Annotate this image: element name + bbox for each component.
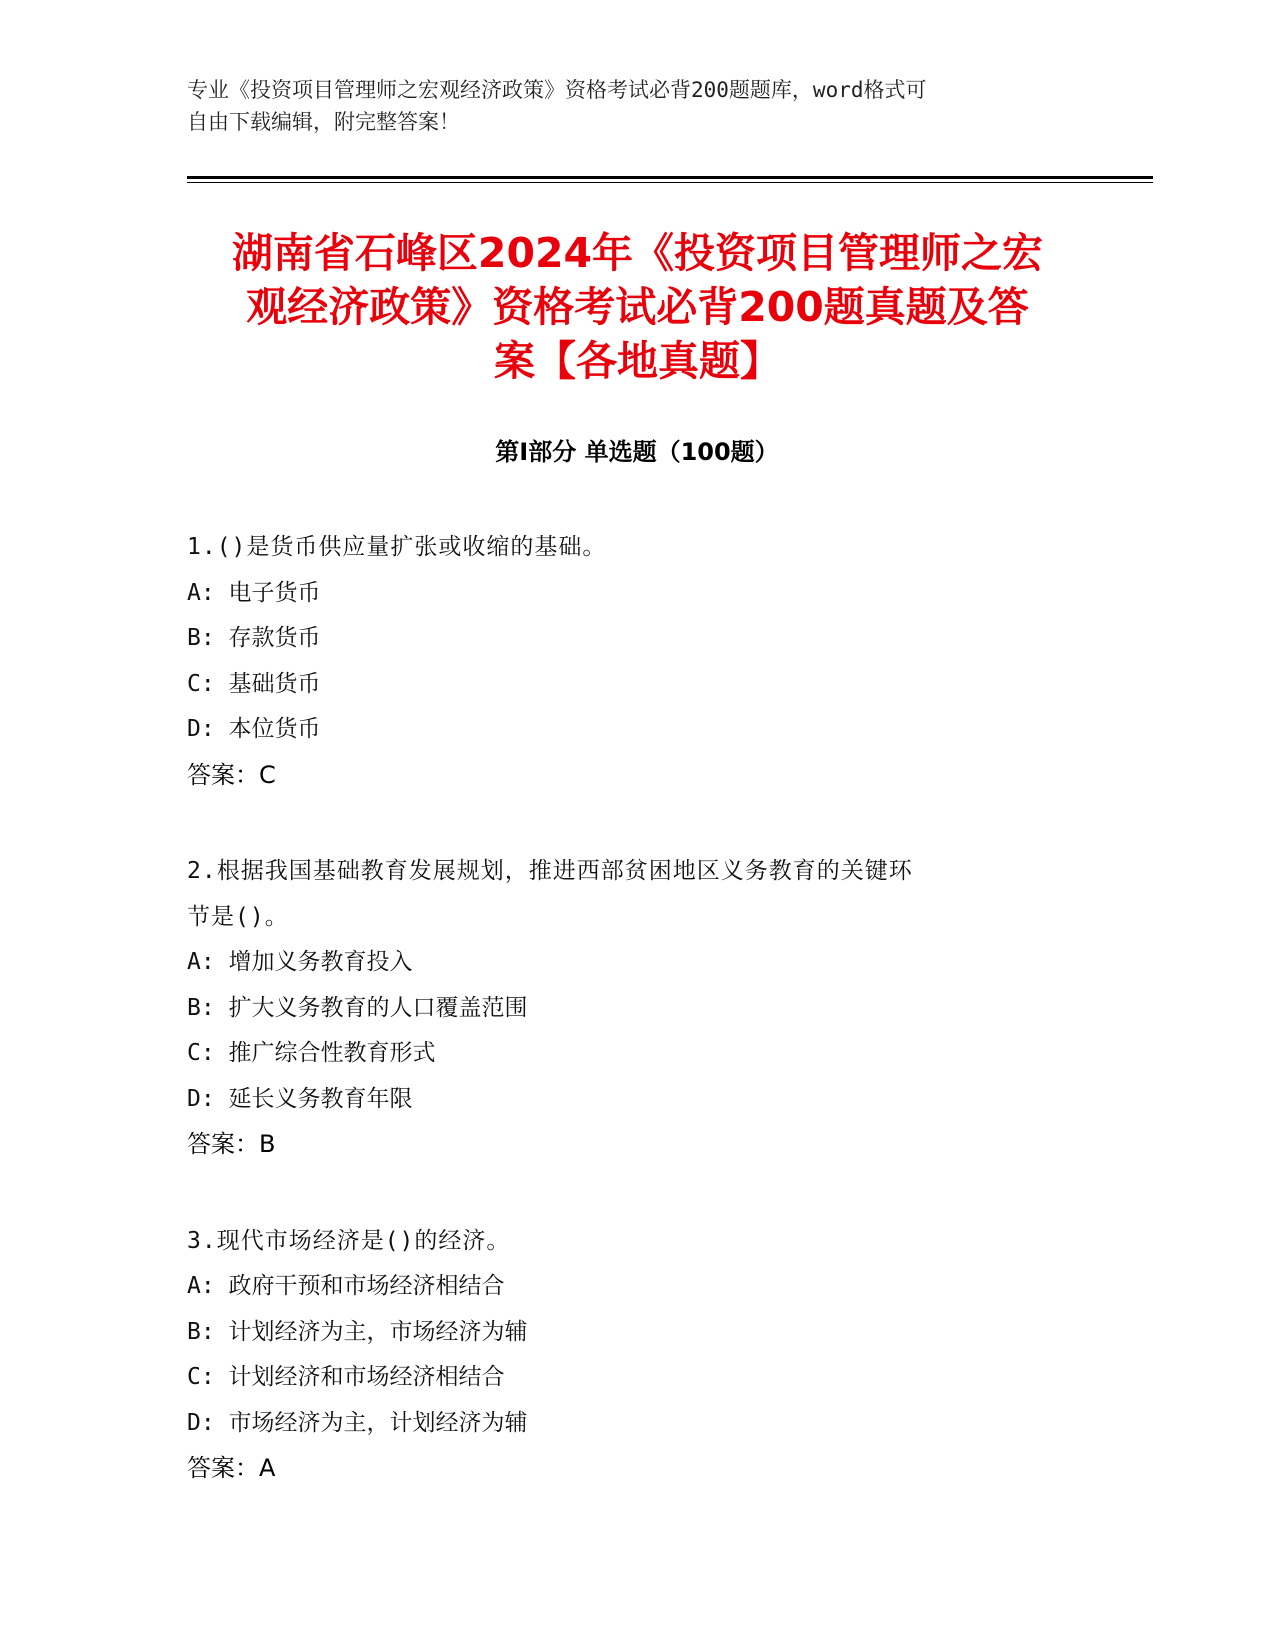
question-item [187,849,1087,1168]
option-a: A: 电子货币 [187,579,321,606]
question-list [187,525,1087,1543]
document-title-line-3: 案【各地真题】 [494,337,781,385]
header-note-line-1: 专业《投资项目管理师之宏观经济政策》资格考试必背200题题库，word格式可 [187,78,927,102]
option-b: B: 存款货币 [187,625,321,651]
question-stem: 3.现代市场经济是()的经济。 [187,1227,511,1254]
answer-line: 答案：B [187,1130,276,1158]
option-c: C: 计划经济和市场经济相结合 [187,1364,505,1390]
option-d: D: 本位货币 [187,716,321,742]
option-c: C: 推广综合性教育形式 [187,1040,436,1066]
header-rule-thick [187,176,1153,179]
question-item [187,1219,1087,1492]
answer-line: 答案：C [187,760,276,789]
document-title-line-2: 观经济政策》资格考试必背200题真题及答 [246,283,1029,331]
option-b: B: 计划经济为主，市场经济为辅 [187,1318,528,1345]
question-stem-continued: 节是()。 [187,903,289,930]
question-item [187,525,1087,798]
document-title [180,226,1095,388]
option-a: A: 增加义务教育投入 [187,949,413,975]
section-heading: 第I部分 单选题（100题） [495,438,779,466]
option-d: D: 延长义务教育年限 [187,1085,413,1112]
option-d: D: 市场经济为主，计划经济为辅 [187,1409,528,1436]
option-a: A: 政府干预和市场经济相结合 [187,1273,505,1299]
header-rule-thin [187,182,1153,183]
question-stem: 2.根据我国基础教育发展规划，推进西部贫困地区义务教育的关键环 [187,858,913,884]
question-stem: 1.()是货币供应量扩张或收缩的基础。 [187,534,607,560]
option-b: B: 扩大义务教育的人口覆盖范围 [187,994,528,1021]
header-note [187,74,1067,138]
option-c: C: 基础货币 [187,670,321,697]
answer-line: 答案：A [187,1454,276,1482]
document-title-line-1: 湖南省石峰区2024年《投资项目管理师之宏 [231,229,1044,277]
header-note-line-2: 自由下载编辑，附完整答案！ [187,110,460,134]
